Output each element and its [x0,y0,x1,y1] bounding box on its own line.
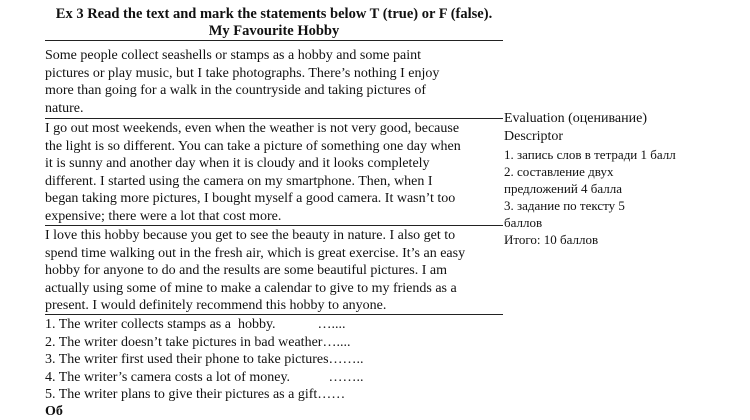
title-divider [45,40,503,41]
evaluation-total: Итого: 10 баллов [504,232,599,247]
statement-item: 1. The writer collects stamps as a hobby. ….... [45,317,346,332]
text-line: hobby for anyone to do and the results are some beautiful pictures. I am [45,263,447,279]
text-line: expensive; there were a lot that cost more. [45,208,282,224]
exercise-instruction: Ex 3 Read the text and mark the statements below T (true) or F (false). [55,6,493,22]
paragraph-1 [45,47,505,117]
descriptor-item: 1. запись слов в тетради 1 балл [504,147,676,162]
statements-list [45,316,364,404]
text-line: nature. [45,100,84,116]
text-line: different. I started using the camera on my smartphone. Then, when I [45,173,433,189]
statement-item: 2. The writer doesn’t take pictures in bad weather….... [45,334,351,350]
statement-item: 3. The writer first used their phone to take pictures…….. [45,352,364,368]
descriptor-item: предложений 4 балла [504,181,623,196]
evaluation-title: Evaluation (оценивание) [504,111,648,126]
text-line: I love this hobby because you get to see the beauty in nature. I also get to [45,228,456,243]
text-line: the light is so different. You can take a picture of something one day when [45,138,461,154]
statement-item: 4. The writer’s camera costs a lot of money. …….. [45,369,364,385]
text-line: spend time walking out in the fresh air, which is great exercise. It’s an easy [45,245,466,261]
paragraph-divider [45,225,503,226]
statement-item: 5. The writer plans to give their pictures as a gift…… [45,387,346,403]
statements-divider [45,314,503,315]
paragraph-2 [45,120,505,226]
text-line: Some people collect seashells or stamps as a hobby and some paint [45,48,421,63]
evaluation-panel [504,110,744,248]
text-line: it is sunny and another day when it is cloudy and it looks completely [45,156,430,172]
descriptor-item: 3. задание по тексту 5 [504,198,625,213]
text-line: actually using some of mine to make a calendar to give to my friends as a [45,280,457,296]
paragraph-3 [45,227,505,315]
descriptor-label: Descriptor [504,129,564,144]
descriptor-item: баллов [504,215,543,230]
cut-off-text: Об [45,404,63,419]
text-line: pictures or play music, but I take photographs. There’s nothing I enjoy [45,65,440,81]
text-line: I go out most weekends, even when the weather is not very good, because [45,121,460,136]
text-title: My Favourite Hobby [208,23,340,39]
text-line: more than going for a walk in the countryside and taking pictures of [45,83,427,99]
descriptor-item: 2. составление двух [504,164,614,179]
text-line: began taking more pictures, I bought myself a good camera. It wasn’t too [45,191,456,207]
paragraph-divider [45,118,503,119]
text-line: present. I would definitely recommend this hobby to anyone. [45,298,387,314]
